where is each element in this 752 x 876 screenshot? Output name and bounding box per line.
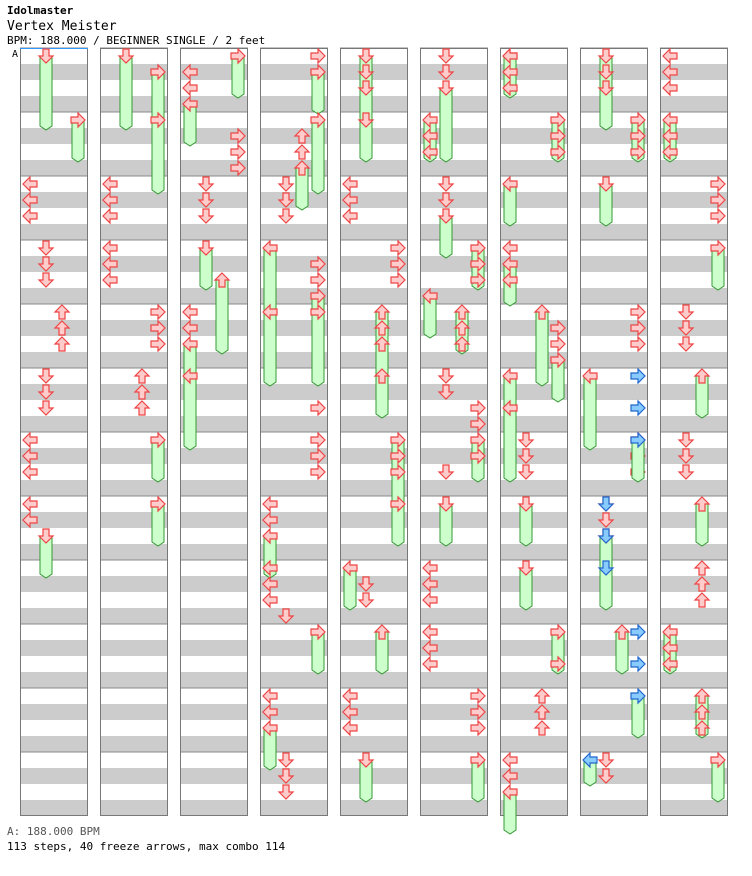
beat-band bbox=[660, 416, 728, 432]
beat-band bbox=[100, 672, 168, 688]
step-arrow bbox=[471, 401, 485, 415]
step-arrow bbox=[23, 433, 37, 447]
beat-band bbox=[180, 704, 248, 720]
step-arrow bbox=[503, 241, 517, 255]
beat-band bbox=[20, 576, 88, 592]
beat-band bbox=[580, 96, 648, 112]
step-arrow bbox=[343, 689, 357, 703]
step-arrow bbox=[295, 145, 309, 159]
beat-band bbox=[660, 320, 728, 336]
beat-band bbox=[500, 576, 568, 592]
beat-band bbox=[180, 672, 248, 688]
beat-band bbox=[20, 352, 88, 368]
step-arrow bbox=[311, 273, 325, 287]
beat-band bbox=[420, 672, 488, 688]
step-arrow bbox=[679, 305, 693, 319]
beat-band bbox=[180, 544, 248, 560]
freeze-arrow-body bbox=[40, 56, 52, 130]
step-arrow bbox=[23, 209, 37, 223]
step-arrow bbox=[359, 593, 373, 607]
series-title: Idolmaster bbox=[7, 4, 74, 17]
beat-band bbox=[340, 384, 408, 400]
step-arrow bbox=[343, 209, 357, 223]
beat-band bbox=[180, 192, 248, 208]
step-arrow bbox=[103, 177, 117, 191]
step-arrow bbox=[263, 689, 277, 703]
beat-band bbox=[180, 224, 248, 240]
chart-info: BPM: 188.000 / BEGINNER SINGLE / 2 feet bbox=[7, 34, 266, 47]
beat-band bbox=[420, 736, 488, 752]
beat-band bbox=[500, 736, 568, 752]
step-arrow bbox=[695, 561, 709, 575]
step-arrow bbox=[711, 209, 725, 223]
beat-band bbox=[100, 224, 168, 240]
step-arrow-offbeat bbox=[631, 401, 645, 415]
step-arrow bbox=[631, 337, 645, 351]
beat-band bbox=[420, 608, 488, 624]
beat-band bbox=[660, 704, 728, 720]
step-arrow-offbeat bbox=[599, 497, 613, 511]
beat-band bbox=[340, 768, 408, 784]
step-arrow bbox=[199, 177, 213, 191]
beat-band bbox=[660, 224, 728, 240]
step-arrow bbox=[439, 465, 453, 479]
step-arrow bbox=[311, 401, 325, 415]
step-arrow bbox=[311, 49, 325, 63]
beat-band bbox=[660, 576, 728, 592]
step-arrow bbox=[279, 753, 293, 767]
freeze-arrow-body bbox=[264, 312, 276, 386]
step-arrow bbox=[263, 497, 277, 511]
step-arrow bbox=[39, 241, 53, 255]
beat-band bbox=[180, 768, 248, 784]
freeze-arrow-body bbox=[184, 376, 196, 450]
beat-band bbox=[420, 384, 488, 400]
step-arrow bbox=[679, 433, 693, 447]
step-arrow bbox=[695, 593, 709, 607]
beat-band bbox=[100, 416, 168, 432]
step-arrow bbox=[535, 721, 549, 735]
beat-band bbox=[20, 224, 88, 240]
step-arrow bbox=[503, 753, 517, 767]
beat-band bbox=[660, 480, 728, 496]
step-arrow bbox=[391, 241, 405, 255]
beat-band bbox=[340, 64, 408, 80]
step-arrow bbox=[151, 305, 165, 319]
step-arrow bbox=[55, 337, 69, 351]
step-arrow bbox=[39, 369, 53, 383]
beat-band bbox=[580, 672, 648, 688]
beat-band bbox=[20, 608, 88, 624]
beat-band bbox=[660, 544, 728, 560]
step-arrow bbox=[679, 337, 693, 351]
step-arrow bbox=[343, 721, 357, 735]
step-arrow bbox=[103, 209, 117, 223]
step-arrow bbox=[679, 465, 693, 479]
beat-band bbox=[340, 160, 408, 176]
bpm-marker-label: A bbox=[12, 49, 19, 60]
beat-band bbox=[100, 800, 168, 816]
beat-band bbox=[260, 608, 328, 624]
step-arrow bbox=[39, 273, 53, 287]
freeze-arrow-body bbox=[120, 56, 132, 130]
step-arrow bbox=[151, 337, 165, 351]
beat-band bbox=[580, 256, 648, 272]
step-arrow bbox=[199, 209, 213, 223]
beat-band bbox=[580, 352, 648, 368]
beat-band bbox=[100, 640, 168, 656]
beat-band bbox=[100, 352, 168, 368]
beat-band bbox=[580, 512, 648, 528]
step-arrow bbox=[23, 465, 37, 479]
beat-band bbox=[420, 352, 488, 368]
beat-band bbox=[20, 640, 88, 656]
beat-band bbox=[180, 608, 248, 624]
chart-stats: 113 steps, 40 freeze arrows, max combo 114 bbox=[7, 840, 286, 853]
step-arrow bbox=[423, 593, 437, 607]
freeze-arrow-body bbox=[584, 376, 596, 450]
freeze-arrow-body bbox=[536, 312, 548, 386]
beat-band bbox=[20, 256, 88, 272]
beat-band bbox=[580, 192, 648, 208]
beat-band bbox=[580, 608, 648, 624]
beat-band bbox=[20, 64, 88, 80]
step-arrow bbox=[423, 561, 437, 575]
step-arrow bbox=[391, 273, 405, 287]
beat-band bbox=[580, 64, 648, 80]
beat-band bbox=[20, 96, 88, 112]
beat-band bbox=[180, 480, 248, 496]
step-arrow bbox=[263, 593, 277, 607]
beat-band bbox=[660, 384, 728, 400]
freeze-arrow-body bbox=[440, 88, 452, 162]
step-arrow bbox=[343, 177, 357, 191]
step-arrow bbox=[519, 433, 533, 447]
beat-band bbox=[580, 576, 648, 592]
step-arrow bbox=[423, 657, 437, 671]
bpm-legend: A: 188.000 BPM bbox=[7, 825, 100, 838]
beat-band bbox=[420, 192, 488, 208]
beat-band bbox=[420, 544, 488, 560]
step-arrow bbox=[183, 81, 197, 95]
step-arrow-offbeat bbox=[631, 625, 645, 639]
chart-column bbox=[660, 48, 728, 816]
beat-band bbox=[340, 288, 408, 304]
step-arrow bbox=[663, 49, 677, 63]
step-arrow bbox=[663, 81, 677, 95]
beat-band bbox=[500, 544, 568, 560]
step-arrow bbox=[279, 177, 293, 191]
beat-band bbox=[500, 512, 568, 528]
beat-band bbox=[260, 800, 328, 816]
beat-band bbox=[340, 320, 408, 336]
beat-band bbox=[180, 576, 248, 592]
beat-band bbox=[500, 608, 568, 624]
beat-band bbox=[20, 768, 88, 784]
beat-band bbox=[420, 64, 488, 80]
step-arrow bbox=[551, 337, 565, 351]
step-arrow bbox=[439, 49, 453, 63]
beat-band bbox=[580, 544, 648, 560]
freeze-arrow-body bbox=[216, 280, 228, 354]
beat-band bbox=[180, 800, 248, 816]
step-arrow bbox=[135, 369, 149, 383]
beat-band bbox=[20, 800, 88, 816]
beat-band bbox=[260, 224, 328, 240]
step-arrow bbox=[311, 465, 325, 479]
beat-band bbox=[580, 224, 648, 240]
beat-band bbox=[580, 288, 648, 304]
beat-band bbox=[180, 736, 248, 752]
beat-band bbox=[340, 224, 408, 240]
beat-band bbox=[180, 288, 248, 304]
beat-band bbox=[340, 352, 408, 368]
freeze-arrow-body bbox=[312, 120, 324, 194]
beat-band bbox=[420, 512, 488, 528]
beat-band bbox=[660, 608, 728, 624]
beat-band bbox=[20, 384, 88, 400]
beat-band bbox=[100, 576, 168, 592]
step-arrow bbox=[103, 241, 117, 255]
beat-band bbox=[340, 640, 408, 656]
step-arrow bbox=[135, 401, 149, 415]
beat-band bbox=[100, 768, 168, 784]
beat-band bbox=[340, 416, 408, 432]
beat-band bbox=[100, 608, 168, 624]
step-arrow bbox=[55, 305, 69, 319]
beat-band bbox=[340, 96, 408, 112]
freeze-arrow-body bbox=[504, 408, 516, 482]
beat-band bbox=[180, 256, 248, 272]
step-arrow bbox=[183, 305, 197, 319]
step-arrow bbox=[311, 433, 325, 447]
beat-band bbox=[20, 288, 88, 304]
beat-band bbox=[100, 288, 168, 304]
beat-band bbox=[100, 736, 168, 752]
beat-band bbox=[340, 128, 408, 144]
beat-band bbox=[20, 736, 88, 752]
step-arrow bbox=[23, 497, 37, 511]
beat-band bbox=[660, 96, 728, 112]
step-arrow bbox=[535, 689, 549, 703]
beat-band bbox=[20, 704, 88, 720]
step-arrow-offbeat bbox=[631, 369, 645, 383]
step-arrow bbox=[519, 465, 533, 479]
step-arrow bbox=[599, 753, 613, 767]
step-arrow bbox=[471, 689, 485, 703]
step-arrow-offbeat bbox=[631, 657, 645, 671]
beat-band bbox=[20, 416, 88, 432]
step-arrow bbox=[279, 209, 293, 223]
song-title: Vertex Meister bbox=[7, 19, 117, 34]
beat-band bbox=[420, 96, 488, 112]
step-arrow bbox=[631, 305, 645, 319]
beat-band bbox=[180, 512, 248, 528]
freeze-arrow-body bbox=[152, 120, 164, 194]
beat-band bbox=[260, 416, 328, 432]
beat-band bbox=[660, 736, 728, 752]
step-arrow bbox=[279, 785, 293, 799]
beat-band bbox=[20, 544, 88, 560]
beat-band bbox=[100, 384, 168, 400]
step-arrow bbox=[711, 177, 725, 191]
beat-band bbox=[180, 640, 248, 656]
beat-band bbox=[420, 224, 488, 240]
beat-band bbox=[100, 704, 168, 720]
step-arrow bbox=[23, 177, 37, 191]
step-arrow bbox=[39, 401, 53, 415]
freeze-arrow-body bbox=[312, 312, 324, 386]
beat-band bbox=[580, 800, 648, 816]
beat-band bbox=[660, 448, 728, 464]
step-arrow bbox=[231, 145, 245, 159]
beat-band bbox=[340, 672, 408, 688]
beat-band bbox=[20, 320, 88, 336]
beat-band bbox=[260, 480, 328, 496]
beat-band bbox=[340, 800, 408, 816]
step-arrow bbox=[471, 721, 485, 735]
step-arrow bbox=[103, 273, 117, 287]
beat-band bbox=[500, 704, 568, 720]
beat-band bbox=[580, 640, 648, 656]
beat-band bbox=[660, 352, 728, 368]
beat-band bbox=[20, 672, 88, 688]
step-arrow bbox=[439, 369, 453, 383]
beat-band bbox=[660, 512, 728, 528]
step-arrow bbox=[423, 625, 437, 639]
beat-band bbox=[20, 480, 88, 496]
beat-band bbox=[340, 736, 408, 752]
step-arrow bbox=[439, 177, 453, 191]
